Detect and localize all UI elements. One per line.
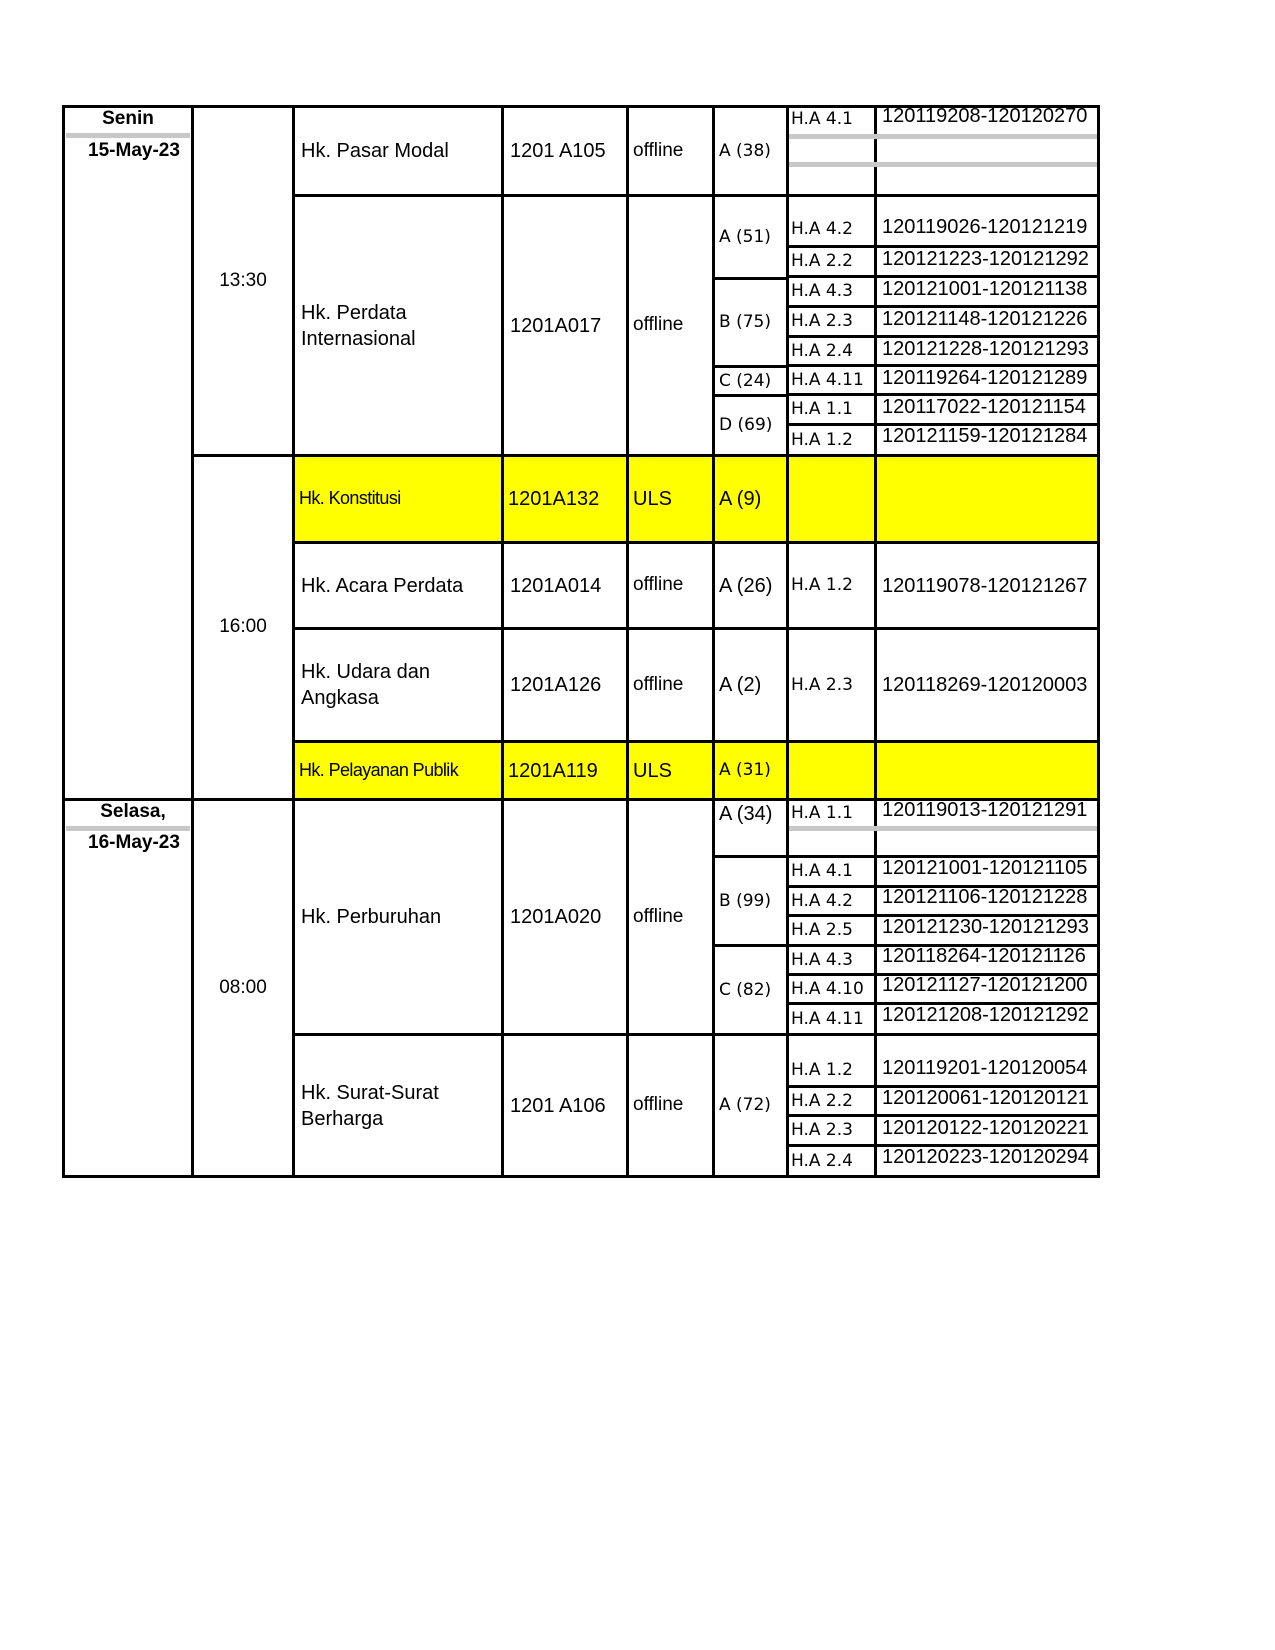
room-label: H.A 1.2: [791, 429, 853, 450]
course-code: 1201A126: [501, 627, 629, 743]
row-separator: [789, 162, 1097, 167]
nim-range: 120121223-120121292: [882, 248, 1089, 270]
nim-range: 120119208-120120270: [882, 105, 1088, 127]
class-group: A (51): [712, 194, 789, 280]
nim-range: 120121148-120121226: [882, 308, 1088, 330]
room-label: H.A 1.1: [791, 399, 853, 420]
room-label: H.A 4.10: [791, 978, 864, 999]
nim-range: 120121208-120121292: [882, 1004, 1089, 1026]
class-group: B (75): [712, 277, 789, 368]
row-separator: [789, 134, 1097, 139]
room-label: H.A 1.1: [791, 802, 853, 823]
room-label: H.A 4.2: [791, 218, 853, 239]
nim-range: 120120223-120120294: [882, 1146, 1089, 1168]
nim-range: 120118264-120121126: [882, 945, 1086, 967]
room-label: H.A 4.11: [791, 369, 864, 390]
room-label: H.A 2.2: [791, 251, 853, 272]
exam-mode: offline: [626, 627, 715, 743]
day-date: 16-May-23: [88, 831, 180, 853]
exam-mode: offline: [626, 541, 715, 630]
class-group: A (31): [712, 740, 789, 801]
class-group: C (24): [712, 365, 789, 397]
day-date: 15-May-23: [88, 139, 180, 161]
course-code: 1201A132: [501, 454, 629, 544]
room-label: H.A 4.1: [791, 108, 853, 129]
class-group: A (72): [712, 1033, 789, 1178]
nim-range: 120121127-120121200: [882, 974, 1088, 996]
room-label: H.A 1.2: [791, 575, 853, 596]
course-code: 1201A119: [501, 740, 629, 801]
course-name: Hk. Konstitusi: [292, 454, 504, 544]
nim-block: [874, 740, 1100, 801]
nim-range: 120117022-120121154: [882, 396, 1086, 418]
time-label: 16:00: [219, 616, 267, 638]
class-group: C (82): [712, 944, 789, 1036]
exam-mode: offline: [626, 1033, 715, 1178]
nim-range: 120119026-120121219: [882, 216, 1088, 238]
room-label: H.A 4.11: [791, 1008, 864, 1029]
time-cell: [191, 454, 295, 801]
time-cell: [191, 105, 295, 457]
nim-range: 120121159-120121284: [882, 425, 1088, 447]
course-code: 1201 A106: [501, 1033, 629, 1178]
exam-mode: ULS: [626, 454, 715, 544]
nim-range: 120121001-120121138: [882, 278, 1088, 300]
room-label: H.A 2.3: [791, 311, 853, 332]
row-separator: [789, 826, 1097, 831]
room-label: H.A 2.2: [791, 1090, 853, 1111]
course-name: Hk. Perburuhan: [292, 798, 504, 1036]
room-block: [786, 740, 877, 801]
room-label: H.A 2.3: [791, 674, 853, 695]
course-name: Hk. Pelayanan Publik: [292, 740, 504, 801]
course-name: Hk. Perdata Internasional: [292, 194, 504, 457]
day-name: Senin: [102, 107, 154, 129]
class-group: A (26): [712, 541, 789, 630]
nim-range: 120119264-120121289: [882, 367, 1088, 389]
room-label: H.A 4.2: [791, 890, 853, 911]
class-group: A (2): [712, 627, 789, 743]
exam-mode: ULS: [626, 740, 715, 801]
course-name: Hk. Udara dan Angkasa: [292, 627, 504, 743]
room-block: [786, 454, 877, 544]
time-label: 13:30: [219, 269, 267, 291]
course-name: Hk. Surat-Surat Berharga: [292, 1033, 504, 1178]
day-name: Selasa,: [100, 800, 166, 822]
room-label: H.A 4.3: [791, 281, 853, 302]
day-cell: [62, 105, 194, 801]
room-label: H.A 4.3: [791, 949, 853, 970]
class-group: A (38): [712, 105, 789, 197]
course-name: Hk. Acara Perdata: [292, 541, 504, 630]
nim-range: 120121001-120121105: [882, 857, 1088, 879]
time-cell: [191, 798, 295, 1178]
room-label: H.A 2.3: [791, 1120, 853, 1141]
course-code: 1201 A105: [501, 105, 629, 197]
course-code: 1201A014: [501, 541, 629, 630]
room-label: H.A 1.2: [791, 1060, 853, 1081]
nim-range: 120119201-120120054: [882, 1057, 1088, 1079]
room-label: H.A 2.5: [791, 920, 853, 941]
nim-range: 120121230-120121293: [882, 916, 1089, 938]
exam-mode: offline: [626, 194, 715, 457]
course-name: Hk. Pasar Modal: [292, 105, 504, 197]
nim-block: [874, 454, 1100, 544]
room-label: H.A 4.1: [791, 861, 853, 882]
time-label: 08:00: [219, 976, 267, 998]
room-label: H.A 2.4: [791, 340, 853, 361]
nim-range: 120119078-120121267: [882, 574, 1088, 597]
nim-range: 120120122-120120221: [882, 1117, 1089, 1139]
nim-range: 120119013-120121291: [882, 799, 1088, 821]
exam-mode: offline: [626, 798, 715, 1036]
exam-mode: offline: [626, 105, 715, 197]
class-group: B (99): [712, 855, 789, 947]
nim-range: 120121228-120121293: [882, 338, 1089, 360]
course-code: 1201A017: [501, 194, 629, 457]
nim-range: 120118269-120120003: [882, 674, 1088, 696]
class-group: D (69): [712, 394, 789, 457]
class-group: A (9): [712, 454, 789, 544]
class-group: A (34): [712, 798, 789, 858]
room-label: H.A 2.4: [791, 1150, 853, 1171]
nim-range: 120120061-120120121: [882, 1087, 1089, 1109]
course-code: 1201A020: [501, 798, 629, 1036]
nim-range: 120121106-120121228: [882, 886, 1088, 908]
